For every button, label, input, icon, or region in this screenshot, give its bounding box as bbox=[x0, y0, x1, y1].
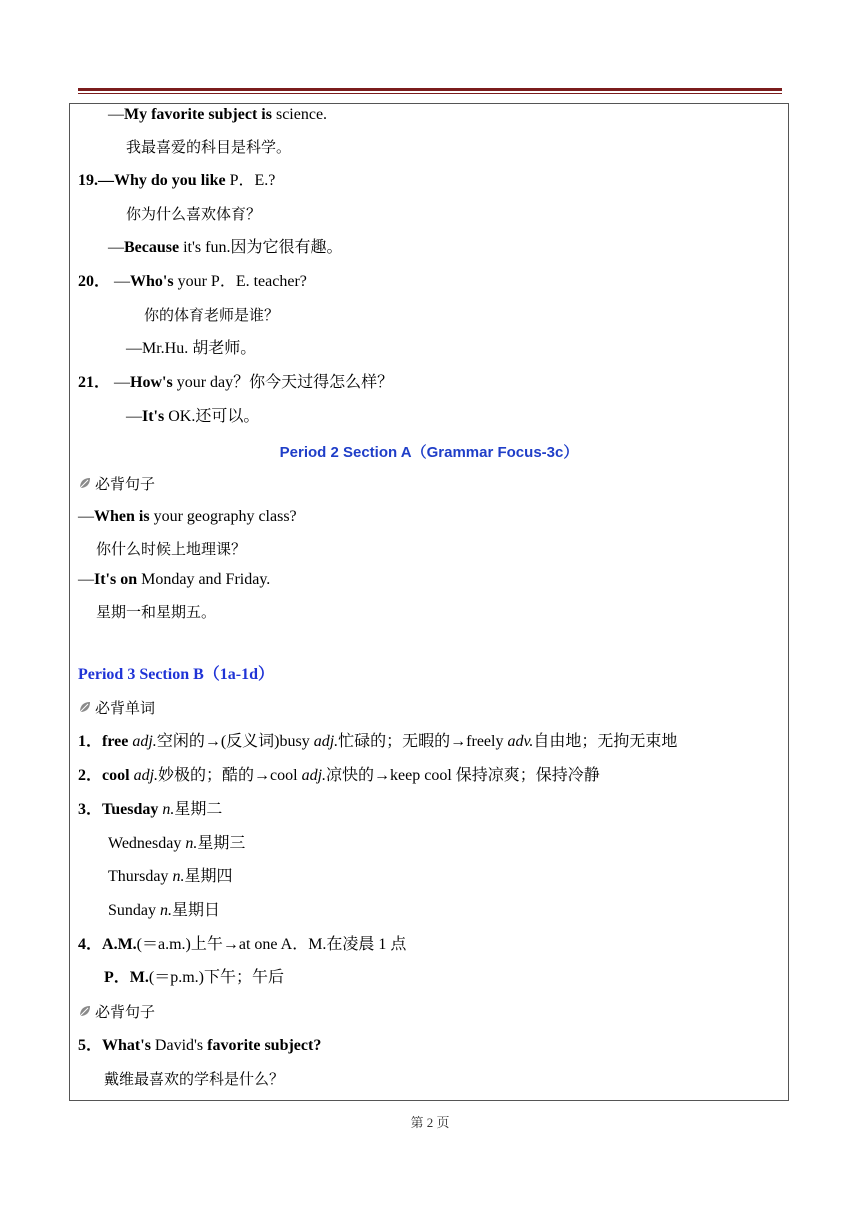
sentence-item-5: 5．What's David's favorite subject? bbox=[78, 1037, 322, 1054]
leaf-icon bbox=[78, 1004, 92, 1018]
word-subitem: Sunday n.星期日 bbox=[108, 902, 221, 919]
word-item-1: 1．free adj.空闲的→(反义词)busy adj.忙碌的；无暇的→freely adv.自由地；无拘无束地 bbox=[78, 733, 678, 750]
answer-line: —Because it's fun.因为它很有趣。 bbox=[108, 239, 343, 256]
header-rule-thin bbox=[78, 93, 782, 94]
translation-line: 你为什么喜欢体育？ bbox=[126, 205, 262, 223]
translation-line: 你什么时候上地理课？ bbox=[96, 540, 247, 558]
word-item-3: 3．Tuesday n.星期二 bbox=[78, 801, 223, 818]
answer-line: —Mr.Hu. 胡老师。 bbox=[126, 340, 257, 357]
sentence-line: —It's on Monday and Friday. bbox=[78, 571, 271, 588]
question-19: 19.—Why do you like P．E.? bbox=[78, 172, 276, 189]
translation-line: 戴维最喜欢的学科是什么？ bbox=[104, 1070, 285, 1088]
section-heading: 必背句子 bbox=[78, 474, 155, 494]
leaf-icon bbox=[78, 700, 92, 714]
page-footer: 第 2 页 bbox=[410, 1115, 450, 1130]
question-20: 20． —Who's your P．E. teacher? bbox=[78, 273, 307, 290]
period-2-title: Period 2 Section A（Grammar Focus-3c） bbox=[279, 444, 579, 461]
translation-line: 你的体育老师是谁？ bbox=[144, 306, 280, 324]
word-subitem: Wednesday n.星期三 bbox=[108, 835, 246, 852]
section-heading: 必背单词 bbox=[78, 698, 155, 718]
period-3-title: Period 3 Section B（1a-1d） bbox=[78, 666, 274, 683]
header-rule-thick bbox=[78, 88, 782, 91]
leaf-icon bbox=[78, 476, 92, 490]
answer-line: —It's OK.还可以。 bbox=[126, 408, 260, 425]
section-heading: 必背句子 bbox=[78, 1002, 155, 1022]
answer-line: —My favorite subject is science. bbox=[108, 106, 328, 123]
translation-line: 星期一和星期五。 bbox=[96, 603, 217, 621]
question-21: 21． —How's your day？你今天过得怎么样？ bbox=[78, 374, 394, 391]
sentence-line: —When is your geography class? bbox=[78, 508, 297, 525]
word-subitem: P．M.(＝p.m.)下午；午后 bbox=[104, 969, 284, 986]
translation-line: 我最喜爱的科目是科学。 bbox=[126, 138, 292, 156]
word-item-2: 2．cool adj.妙极的；酷的→cool adj.凉快的→keep cool 保持凉爽；保持冷静 bbox=[78, 767, 600, 784]
word-subitem: Thursday n.星期四 bbox=[108, 868, 233, 885]
word-item-4: 4．A.M.(＝a.m.)上午→at one A．M.在凌晨 1 点 bbox=[78, 936, 407, 953]
